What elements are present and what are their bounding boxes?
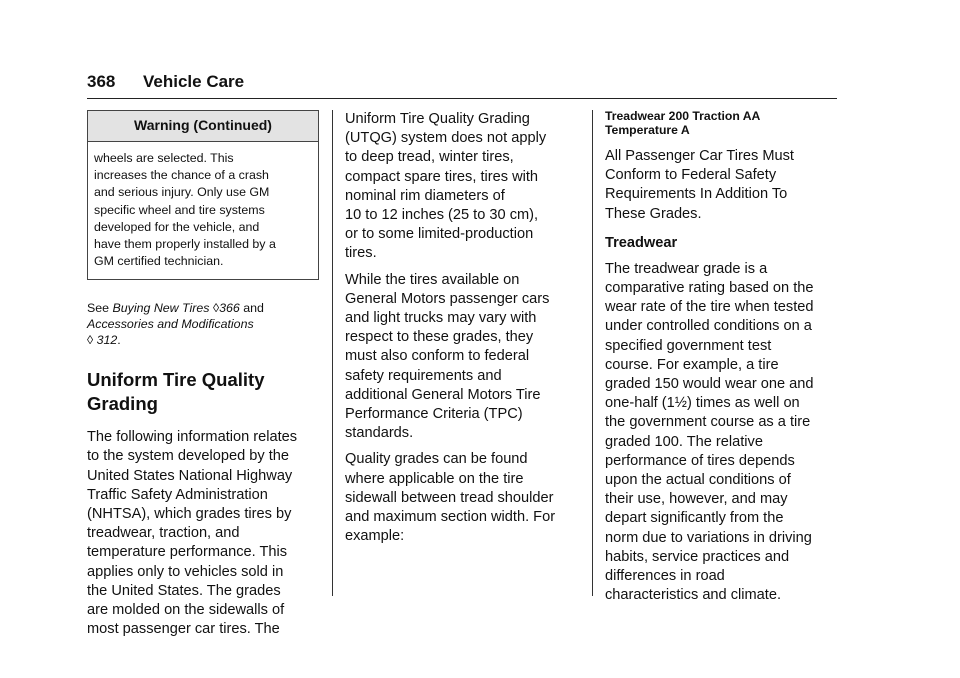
text-line: course. For example, a tire [605,356,779,373]
text-line: habits, service practices and [605,548,790,565]
text-line: The treadwear grade is a [605,260,768,277]
warning-title: Warning (Continued) [88,111,318,142]
text-line: 10 to 12 inches (25 to 30 cm), [345,207,539,224]
text-line: compact spare tires, tires with [345,168,539,185]
ref-link-accessories-modifications[interactable]: Accessories and Modifications [87,317,254,332]
text-line: sidewall between tread shoulder [345,489,554,506]
text-line: performance of tires depends [605,452,795,469]
text-line: graded 150 would wear one and [605,376,814,393]
see-period: . [117,332,121,347]
column-1 [87,110,319,646]
text-line: These Grades. [605,205,702,222]
column-divider [592,110,593,596]
column-3 [605,110,837,612]
text-line: depart significantly from the [605,510,784,527]
ref-page-366[interactable]: 366 [219,301,240,316]
text-line: and light trucks may vary with [345,310,537,327]
warning-line: developed for the vehicle, and [94,219,260,234]
text-line: or to some limited-production [345,226,534,243]
text-line: Traffic Safety Administration [87,486,268,503]
warning-line: specific wheel and tire systems [94,202,265,217]
text-line: safety requirements and [345,367,502,384]
text-line: graded 100. The relative [605,433,763,450]
text-line: to the system developed by the [87,448,290,465]
warning-box [87,110,319,280]
column-2 [345,110,577,553]
text-line: characteristics and climate. [605,587,782,604]
see-prefix: See [87,301,110,316]
text-line: one-half (1½) times as well on [605,395,800,412]
text-line: Temperature A [605,122,690,137]
text-line: (NHTSA), which grades tires by [87,506,292,523]
text-line: norm due to variations in driving [605,529,812,546]
text-line: The following information relates [87,429,298,446]
text-line: example: [345,528,405,545]
intro-paragraph [87,428,319,639]
text-line: Quality grades can be found [345,451,528,468]
text-line: the government course as a tire [605,414,811,431]
section-heading [87,368,319,416]
page-number: 368 [87,72,116,91]
text-line: temperature performance. This [87,544,288,561]
text-line: most passenger car tires. The [87,621,280,638]
text-line: differences in road [605,568,725,585]
treadwear-paragraph [605,260,837,606]
text-line: General Motors passenger cars [345,290,550,307]
text-line: wear rate of the tire when tested [605,299,814,316]
warning-line: increases the chance of a crash [94,168,269,183]
text-line: (UTQG) system does not apply [345,130,547,147]
text-line: tires. [345,245,377,262]
page-ref-icon: ◊ [87,332,94,347]
page-header [87,72,837,99]
text-line: United States National Highway [87,467,293,484]
warning-line: have them properly installed by a [94,237,276,252]
gm-tires-paragraph [345,271,577,444]
text-line: Treadwear 200 Traction AA [605,109,761,123]
section-heading-line2: Grading [87,393,158,415]
text-line: standards. [345,425,414,442]
text-line: additional General Motors Tire [345,386,541,403]
text-line: treadwear, traction, and [87,525,240,542]
text-line: their use, however, and may [605,491,788,508]
text-line: the United States. The grades [87,582,281,599]
section-heading-line1: Uniform Tire Quality [87,369,265,391]
treadwear-heading: Treadwear [605,234,678,251]
text-line: to deep tread, winter tires, [345,149,514,166]
text-line: must also conform to federal [345,348,530,365]
warning-body [88,142,318,279]
see-also [87,301,319,348]
text-line: and maximum section width. For [345,509,556,526]
conform-statement [605,147,837,224]
text-line: All Passenger Car Tires Must [605,148,794,164]
example-grades [605,110,837,137]
text-line: comparative rating based on the [605,280,814,297]
text-line: applies only to vehicles sold in [87,563,284,580]
warning-line: wheels are selected. This [94,151,234,165]
text-line: While the tires available on [345,271,520,288]
column-divider [332,110,333,596]
text-line: Uniform Tire Quality Grading [345,111,530,127]
text-line: Performance Criteria (TPC) [345,406,523,423]
utqg-paragraph [345,110,577,264]
text-line: respect to these grades, they [345,329,534,346]
text-line: specified government test [605,337,772,354]
section-title: Vehicle Care [143,72,245,91]
page-ref-icon: ◊ [212,301,220,316]
text-line: under controlled conditions on a [605,318,812,335]
ref-page-312[interactable]: 312 [96,332,118,347]
text-line: Conform to Federal Safety [605,167,777,184]
text-line: nominal rim diameters of [345,187,505,204]
text-line: Requirements In Addition To [605,186,788,203]
warning-line: and serious injury. Only use GM [94,185,270,200]
ref-link-buying-new-tires[interactable]: Buying New Tires [112,301,210,316]
warning-line: GM certified technician. [94,254,224,269]
quality-grades-paragraph [345,450,577,546]
text-line: where applicable on the tire [345,470,524,487]
text-line: are molded on the sidewalls of [87,602,285,619]
see-joiner: and [243,301,264,316]
text-line: upon the actual conditions of [605,472,791,489]
